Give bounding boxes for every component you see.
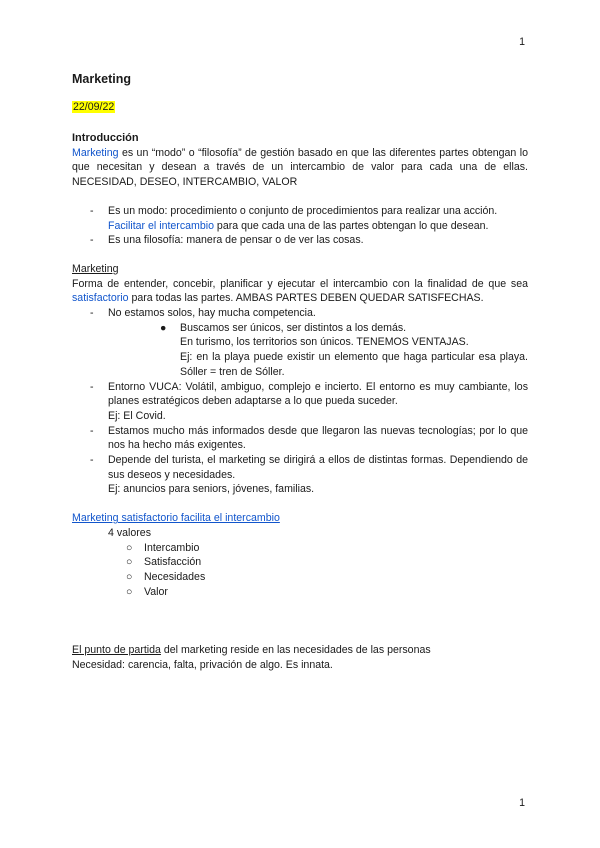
- dash-marker: -: [90, 424, 94, 437]
- intro-bullet-2-text: Es una filosofía: manera de pensar o de ver las cosas.: [108, 234, 364, 247]
- marketing-bullet-1-text: No estamos solos, hay mucha competencia.: [108, 307, 316, 320]
- marketing-sub-3: Ej: en la playa puede existir un elemento que haga particular esa playa. Sóller = tren de Sóller.: [180, 351, 528, 378]
- doc-title: Marketing: [72, 72, 132, 86]
- intro-heading: Introducción: [72, 132, 139, 144]
- marketing-heading: Marketing: [72, 262, 119, 275]
- circle-marker: ○: [126, 541, 133, 554]
- circle-marker: ○: [126, 585, 133, 598]
- value-item-text: Intercambio: [144, 541, 200, 554]
- marketing-def-link[interactable]: satisfactorio: [72, 292, 129, 305]
- intro-bullet-1-rest: para que cada una de las partes obtengan lo que desean.: [213, 219, 489, 232]
- bullet-dot-marker: ●: [160, 321, 167, 334]
- marketing-bullet-4-example: Ej: anuncios para seniors, jóvenes, familias.: [108, 483, 315, 496]
- value-item: [72, 585, 528, 600]
- value-item: [72, 541, 528, 556]
- dash-marker: -: [90, 234, 94, 247]
- intro-bullet: [72, 204, 528, 233]
- circle-marker: ○: [126, 556, 133, 569]
- marketing-bullet-2-text: Entorno VUCA: Volátil, ambiguo, complejo e incierto. El entorno es muy cambiante, los planes estratégicos deben adaptarse a lo que pueda suceder.: [108, 380, 528, 408]
- intro-bullet: [72, 233, 528, 248]
- values-label: 4 valores: [108, 526, 151, 539]
- marketing-def-text2: para todas las partes. AMBAS PARTES DEBEN QUEDAR SATISFECHAS.: [128, 292, 484, 305]
- satisfactorio-link[interactable]: Marketing satisfactorio facilita el intercambio: [72, 512, 280, 525]
- dash-marker: -: [90, 204, 94, 217]
- punto-partida-link: El punto de partida: [72, 644, 161, 657]
- dash-marker: -: [90, 380, 94, 393]
- doc-body: [72, 131, 528, 673]
- punto-partida-text: del marketing reside en las necesidades de las personas: [160, 644, 431, 657]
- marketing-bullet-4-text: Depende del turista, el marketing se dirigirá a ellos de distintas formas. Dependiendo de sus deseos y necesidades.: [108, 454, 528, 481]
- intro-paragraph: [72, 146, 528, 190]
- value-item: [72, 555, 528, 570]
- value-item: [72, 570, 528, 585]
- punto-partida-line: [72, 643, 528, 658]
- circle-marker: ○: [126, 570, 133, 583]
- necesidad-definition: Necesidad: carencia, falta, privación de algo. Es innata.: [72, 659, 333, 672]
- dash-marker: -: [90, 454, 94, 467]
- marketing-sub-2: En turismo, los territorios son únicos. TENEMOS VENTAJAS.: [180, 336, 469, 349]
- page-number-bottom: 1: [519, 797, 525, 809]
- intro-link[interactable]: Marketing: [72, 146, 119, 159]
- intro-bullet-1-link[interactable]: Facilitar el intercambio: [108, 219, 214, 232]
- intro-bullet-1-text: Es un modo: procedimiento o conjunto de procedimientos para realizar una acción.: [108, 204, 498, 217]
- value-item-text: Valor: [144, 585, 168, 598]
- marketing-subbullet: [72, 321, 528, 336]
- marketing-bullet-3-text: Estamos mucho más informados desde que llegaron las nuevas tecnologías; por lo que nos ha hecho más exigentes.: [108, 424, 528, 452]
- value-item-text: Necesidades: [144, 570, 206, 583]
- marketing-bullet: [72, 453, 528, 482]
- intro-text: es un “modo” o “filosofía” de gestión basado en que las diferentes partes obtengan lo que necesitan y desean a través de un intercambio de valor para cada una de ellas. NECESIDAD, DESEO, INTERCAMBIO, VALOR: [72, 146, 528, 189]
- marketing-def-text1: Forma de entender, concebir, planificar y ejecutar el intercambio con la finalidad de que sea: [72, 277, 528, 290]
- dash-marker: -: [90, 307, 94, 320]
- marketing-bullet: [72, 380, 528, 409]
- marketing-definition: [72, 277, 528, 306]
- marketing-bullet: [72, 306, 528, 321]
- marketing-bullet: [72, 424, 528, 453]
- marketing-sub-1: Buscamos ser únicos, ser distintos a los demás.: [180, 321, 407, 334]
- doc-date: 22/09/22: [73, 101, 115, 113]
- marketing-bullet-2-example: Ej: El Covid.: [108, 409, 166, 422]
- value-item-text: Satisfacción: [144, 556, 202, 569]
- page-number-top: 1: [519, 36, 525, 48]
